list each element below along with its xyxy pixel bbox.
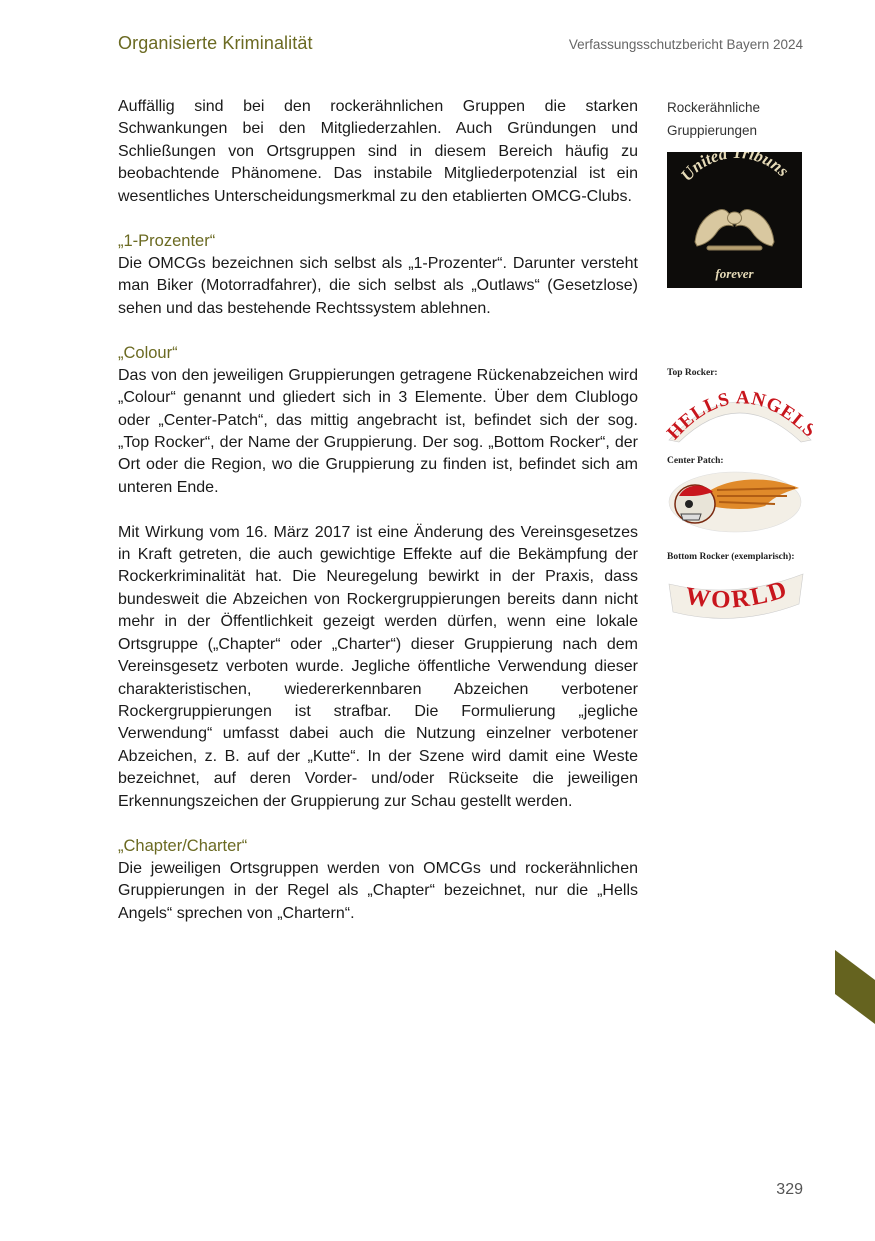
- top-rocker-patch: [665, 378, 813, 449]
- paragraph-colour: Das von den jeweiligen Gruppierungen getragene Rückenabzeichen wird „Colour“ genannt und gliedert sich in 3 Elemente. Über dem Clublogo oder „Center-Patch“, das mittig angebracht ist, befindet sich der sog. „Top Rocker“, der Name der Gruppierung. Der sog. „Bottom Rocker“, der Ort oder die Region, wo die Gruppierung zu finden ist, befindet sich am unteren Ende.: [118, 366, 638, 496]
- heading-chapter-charter: „Chapter/Charter“: [118, 837, 248, 856]
- heading-1-prozenter: „1-Prozenter“: [118, 232, 216, 251]
- united-tribuns-bottom-text: forever: [715, 266, 754, 281]
- paragraph-vereinsgesetz: Mit Wirkung vom 16. März 2017 ist eine Änderung des Vereinsgesetzes in Kraft getreten, die auch gewichtige Effekte auf die Bekämpfung der Rockerkriminalität hat. Die Neuregelung bewirkt in der Praxis, dass bundesweit die Abzeichen von Rockergruppierungen bereits dann nicht mehr in der Öffentlichkeit gezeigt werden dürfen, wenn eine lokale Ortsgruppe („Chapter“ oder „Charter“) dieser Gruppierung nach dem Vereinsgesetz verboten wurde. Jegliche öffentliche Verwendung dieser charakteristischen, wiedererkennbaren Abzeichen verbotener Rockergruppierungen ist strafbar. Die Formulierung „jegliche Verwendung“ umfasst dabei auch die Nutzung einzelner verbotener Abzeichen, z. B. auf der „Kutte“. In der Szene wird damit eine Weste bezeichnet, auf deren Vorder- und/oder Rückseite die jeweiligen Erkennungszeichen der Gruppierung zur Schau gestellt werden.: [118, 523, 638, 810]
- section-title: Organisierte Kriminalität: [118, 33, 313, 53]
- top-rocker-text: HELLS ANGEL: [665, 387, 812, 444]
- bottom-rocker-patch: [665, 564, 807, 627]
- page-number: 329: [776, 1181, 803, 1198]
- chapter-corner-tab: [835, 950, 875, 1024]
- main-text-column: [118, 96, 638, 925]
- svg-text:United Tribuns: [677, 152, 793, 185]
- sidebar-label-line2: Gruppierungen: [667, 123, 758, 138]
- svg-text:HELLS ANGELS: [665, 387, 813, 444]
- center-patch-label: Center Patch:: [667, 456, 724, 466]
- heading-colour: „Colour“: [118, 344, 178, 363]
- paragraph-1-prozenter: Die OMCGs bezeichnen sich selbst als „1-Prozenter“. Darunter versteht man Biker (Motorradfahrer), die sich selbst als „Outlaws“ (Gesetzlose) sehen und das bestehende Rechtssystem ablehnen.: [118, 254, 638, 317]
- united-tribuns-top-text: United Tribuns: [676, 152, 793, 185]
- center-patch-winged-skull: [665, 466, 805, 541]
- paragraph-chapter-charter: Die jeweiligen Ortsgruppen werden von OMCGs und rockerähnlichen Gruppierungen in der Regel als „Chapter“ bezeichnet, nur die „Hells Angels“ sprechen von „Chartern“.: [118, 859, 638, 922]
- top-rocker-label: Top Rocker:: [667, 368, 718, 378]
- arm-wrestling-icon: [695, 209, 774, 250]
- bottom-rocker-text: WORLD: [683, 575, 792, 614]
- intro-paragraph: Auffällig sind bei den rockerähnlichen Gruppen die starken Schwankungen bei den Mitgliederzahlen. Auch Gründungen und Schließungen von Ortsgruppen sind in diesem Bereich häufig zu beobachtende Phänomene. Das instabile Mitgliederpotenzial ist ein wesentliches Unterscheidungsmerkmal zu den etablierten OMCG-Clubs.: [118, 98, 638, 205]
- bottom-rocker-label: Bottom Rocker (exemplarisch):: [667, 552, 795, 562]
- sidebar-label-line1: Rockerähnliche: [667, 100, 761, 115]
- report-title: Verfassungsschutzbericht Bayern 2024: [568, 37, 803, 52]
- united-tribuns-logo: [667, 152, 802, 288]
- sidebar-caption: [667, 96, 817, 142]
